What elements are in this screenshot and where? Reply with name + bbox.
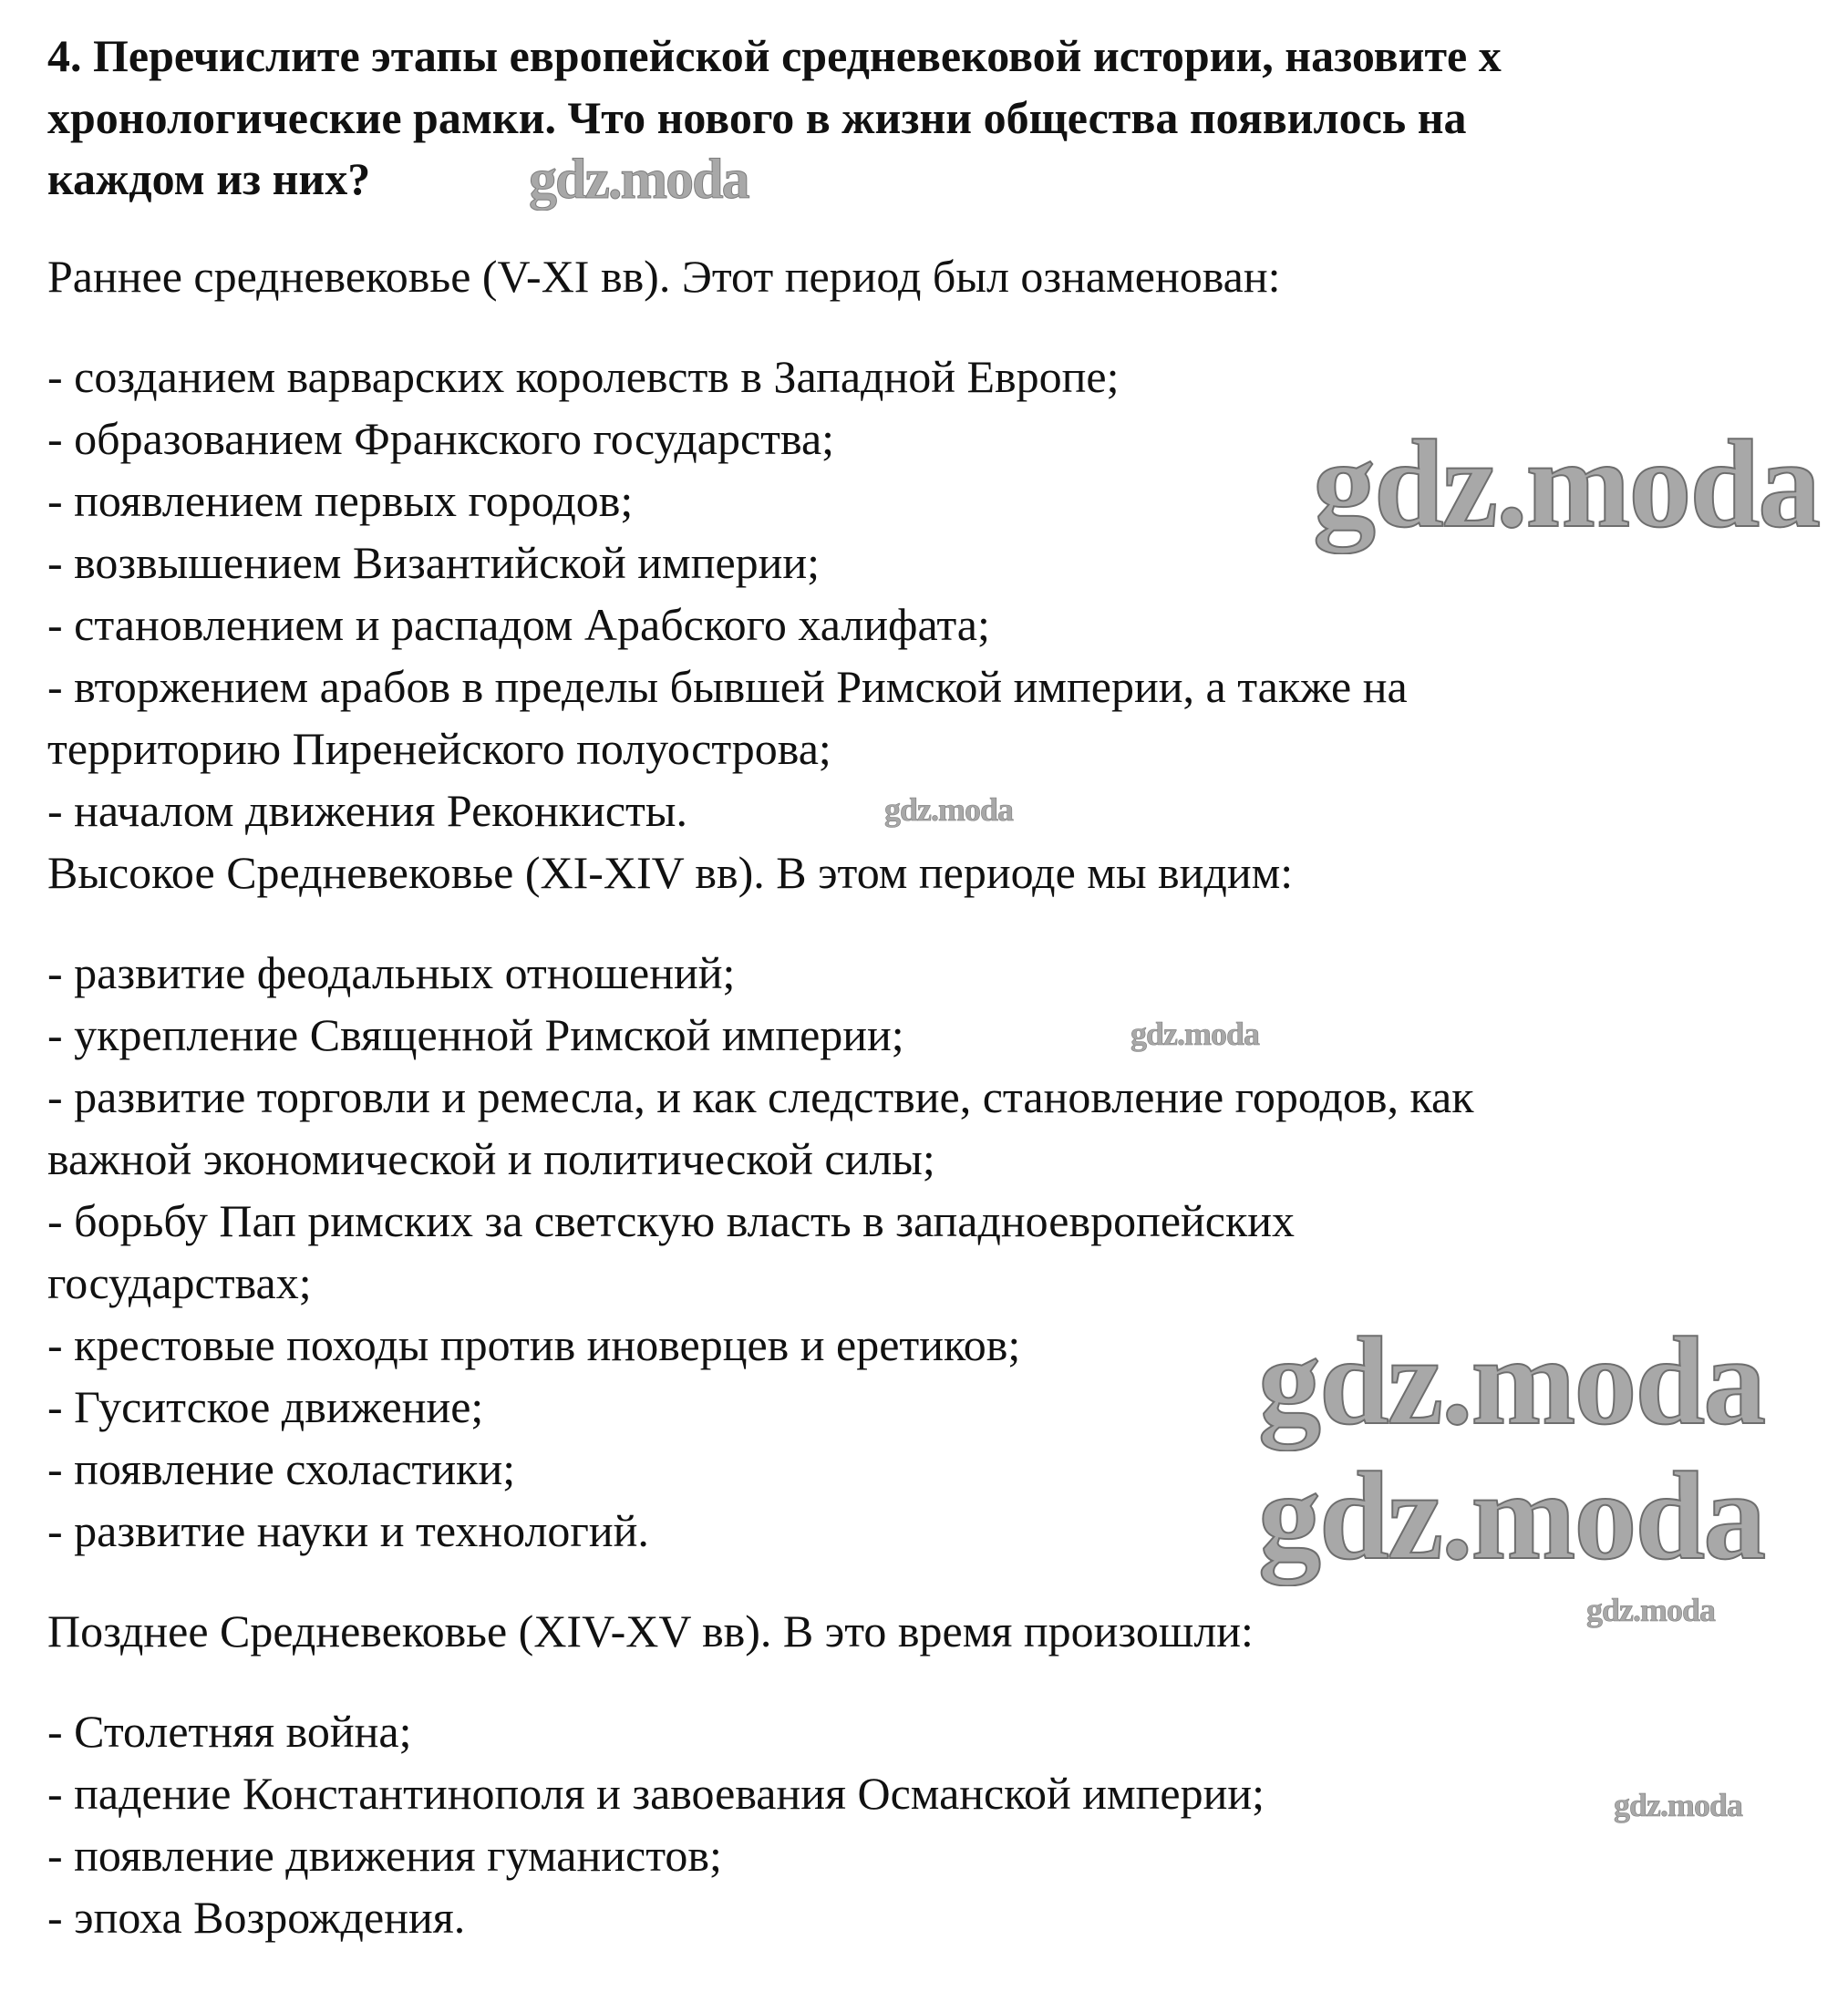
watermark: gdz.moda (1313, 414, 1820, 553)
list-item: - Гуситское движение; (47, 1380, 484, 1432)
list-item: - возвышением Византийской империи; (47, 536, 821, 588)
question-line: хронологические рамки. Что нового в жизни общества появилось на (47, 91, 1467, 143)
list-item: - борьбу Пап римских за светскую власть в западноевропейских (47, 1194, 1296, 1246)
list-item: - вторжением арабов в пределы бывшей Римской империи, а также на (47, 660, 1408, 712)
watermark: gdz.moda (1258, 1311, 1765, 1450)
watermark: gdz.moda (1258, 1446, 1765, 1585)
late-list (47, 1700, 1834, 1948)
list-item: - появление движения гуманистов; (47, 1829, 722, 1881)
list-item: - Столетняя война; (47, 1705, 412, 1757)
late-heading: Позднее Средневековье (XIV-XV вв). В это время произошли: (47, 1605, 1254, 1657)
early-heading: Раннее средневековье (V-XI вв). Этот период был ознаменован: (47, 250, 1281, 302)
list-item: важной экономической и политической силы; (47, 1132, 935, 1184)
question-line: каждом из них? (47, 153, 371, 204)
list-item: - крестовые походы против иноверцев и еретиков; (47, 1318, 1021, 1370)
list-item: - развитие торговли и ремесла, и как следствие, становление городов, как (47, 1070, 1474, 1122)
watermark: gdz.moda (1130, 1016, 1260, 1052)
list-item: территорию Пиренейского полуострова; (47, 722, 831, 774)
high-heading: Высокое Средневековье (XI-XIV вв). В этом периоде мы видим: (47, 846, 1294, 898)
list-item: - появление схоластики; (47, 1442, 516, 1494)
list-item: - созданием варварских королевств в Западной Европе; (47, 350, 1120, 402)
list-item: - появлением первых городов; (47, 474, 634, 526)
list-item: - падение Константинополя и завоевания Османской империи; (47, 1767, 1265, 1819)
watermark: gdz.moda (1586, 1592, 1716, 1628)
list-item: - эпоха Возрождения. (47, 1891, 466, 1943)
watermark: gdz.moda (1614, 1787, 1743, 1823)
watermark: gdz.moda (529, 149, 748, 211)
list-item: - образованием Франкского государства; (47, 412, 835, 464)
watermark: gdz.moda (884, 791, 1014, 828)
list-item: - укрепление Священной Римской империи; (47, 1008, 904, 1060)
question-line: 4. Перечислите этапы европейской средневековой истории, назовите х (47, 30, 1502, 81)
list-item: - развитие науки и технологий. (47, 1504, 649, 1556)
list-item: - становлением и распадом Арабского халифата; (47, 598, 990, 650)
list-item: - развитие феодальных отношений; (47, 946, 736, 998)
document (47, 26, 1834, 1948)
list-item: - началом движения Реконкисты. (47, 784, 687, 836)
list-item: государствах; (47, 1256, 312, 1308)
